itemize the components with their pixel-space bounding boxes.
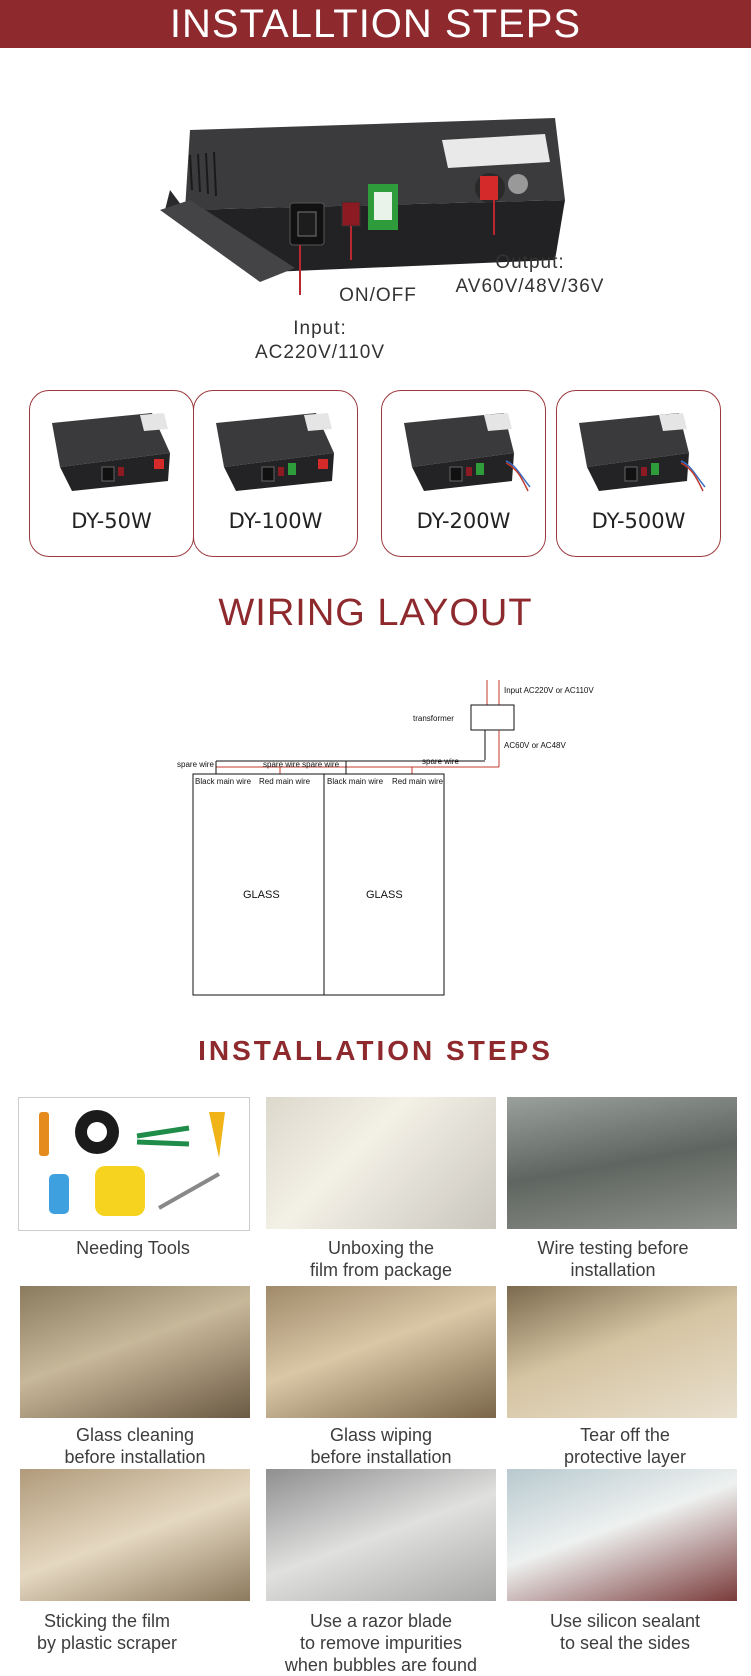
red-main-wire-2-label: Red main wire (392, 777, 444, 786)
glass-1-label: GLASS (243, 889, 280, 901)
step-caption-line: Use a razor blade (309, 1611, 453, 1631)
transformer-box (471, 705, 514, 730)
black-main-wire-1-label: Black main wire (195, 777, 252, 786)
step-caption-line: when bubbles are found (284, 1655, 478, 1675)
step-caption-2 (256, 1237, 506, 1281)
step-caption-line: protective layer (563, 1447, 687, 1467)
step-caption-line: before installation (310, 1447, 452, 1467)
step-photo-silicon-sealant (507, 1469, 737, 1601)
red-main-wire-1-label: Red main wire (259, 777, 311, 786)
step-caption-line: Glass cleaning (75, 1425, 195, 1445)
step-caption-line: Unboxing the (327, 1238, 435, 1258)
output-value: AV60V/48V/36V (455, 276, 605, 297)
glass-2-label: GLASS (366, 889, 403, 901)
output-label: Output: (495, 252, 565, 273)
step-caption-line: Use silicon sealant (549, 1611, 701, 1631)
black-main-wire-2-label: Black main wire (327, 777, 384, 786)
wiring-layout-title: WIRING LAYOUT (218, 592, 533, 634)
model-name: DY-100W (228, 509, 323, 533)
step-caption-5 (256, 1424, 506, 1468)
step-caption-line: Sticking the film (43, 1611, 171, 1631)
step-caption-7 (0, 1610, 232, 1654)
input-voltage-label: Input AC220V or AC110V (504, 686, 594, 695)
step-photo-wire-testing (507, 1097, 737, 1229)
transformer-label: transformer (413, 714, 454, 723)
spare-wire-mid-label: spare wire spare wire (263, 760, 340, 769)
step-caption-line: to remove impurities (299, 1633, 463, 1653)
model-name: DY-50W (71, 509, 152, 533)
step-photo-unboxing (266, 1097, 496, 1229)
model-name: DY-500W (591, 509, 686, 533)
step-caption-line: Needing Tools (76, 1238, 190, 1258)
output-voltage-label: AC60V or AC48V (504, 741, 566, 750)
model-name: DY-200W (416, 509, 511, 533)
step-photo-razor-blade (266, 1469, 496, 1601)
step-caption-line: by plastic scraper (36, 1633, 178, 1653)
step-caption-line: film from package (309, 1260, 453, 1280)
spare-wire-left-label: spare wire (177, 760, 214, 769)
step-photo-glass-wiping (266, 1286, 496, 1418)
page-banner: INSTALLTION STEPS (0, 0, 751, 48)
model-card-dy-100w[interactable] (193, 390, 358, 557)
input-value: AC220V/110V (254, 342, 385, 363)
step-caption-line: Tear off the (580, 1425, 670, 1445)
model-card-dy-50w[interactable] (29, 390, 194, 557)
model-card-dy-500w[interactable] (556, 390, 721, 557)
on-off-label: ON/OFF (339, 285, 417, 306)
installation-steps-title: INSTALLATION STEPS (198, 1035, 553, 1066)
power-supply-image (206, 405, 344, 497)
power-supply-image (394, 405, 532, 497)
step-caption-8 (256, 1610, 506, 1676)
input-label: Input: (293, 318, 347, 339)
step-caption-line: to seal the sides (559, 1633, 691, 1653)
step-caption-line: Glass wiping (329, 1425, 433, 1445)
step-caption-3 (488, 1237, 738, 1281)
glass-panel-2 (324, 774, 444, 995)
step-caption-4 (10, 1424, 260, 1468)
wiring-diagram (0, 660, 751, 1010)
step-caption-9 (500, 1610, 750, 1654)
power-supply-image (42, 405, 180, 497)
step-caption-1 (8, 1237, 258, 1259)
step-photo-glass-cleaning (20, 1286, 250, 1418)
step-caption-line: installation (570, 1260, 656, 1280)
model-card-dy-200w[interactable] (381, 390, 546, 557)
step-photo-sticking-film (20, 1469, 250, 1601)
glass-panel-1 (193, 774, 324, 995)
step-caption-line: Wire testing before (537, 1238, 689, 1258)
power-supply-image (569, 405, 707, 497)
step-caption-6 (500, 1424, 750, 1468)
step-photo-tools (18, 1097, 250, 1231)
spare-wire-right-label: spare wire (422, 757, 459, 766)
tools-icon (19, 1098, 249, 1230)
step-photo-tear-layer (507, 1286, 737, 1418)
step-caption-line: before installation (64, 1447, 206, 1467)
